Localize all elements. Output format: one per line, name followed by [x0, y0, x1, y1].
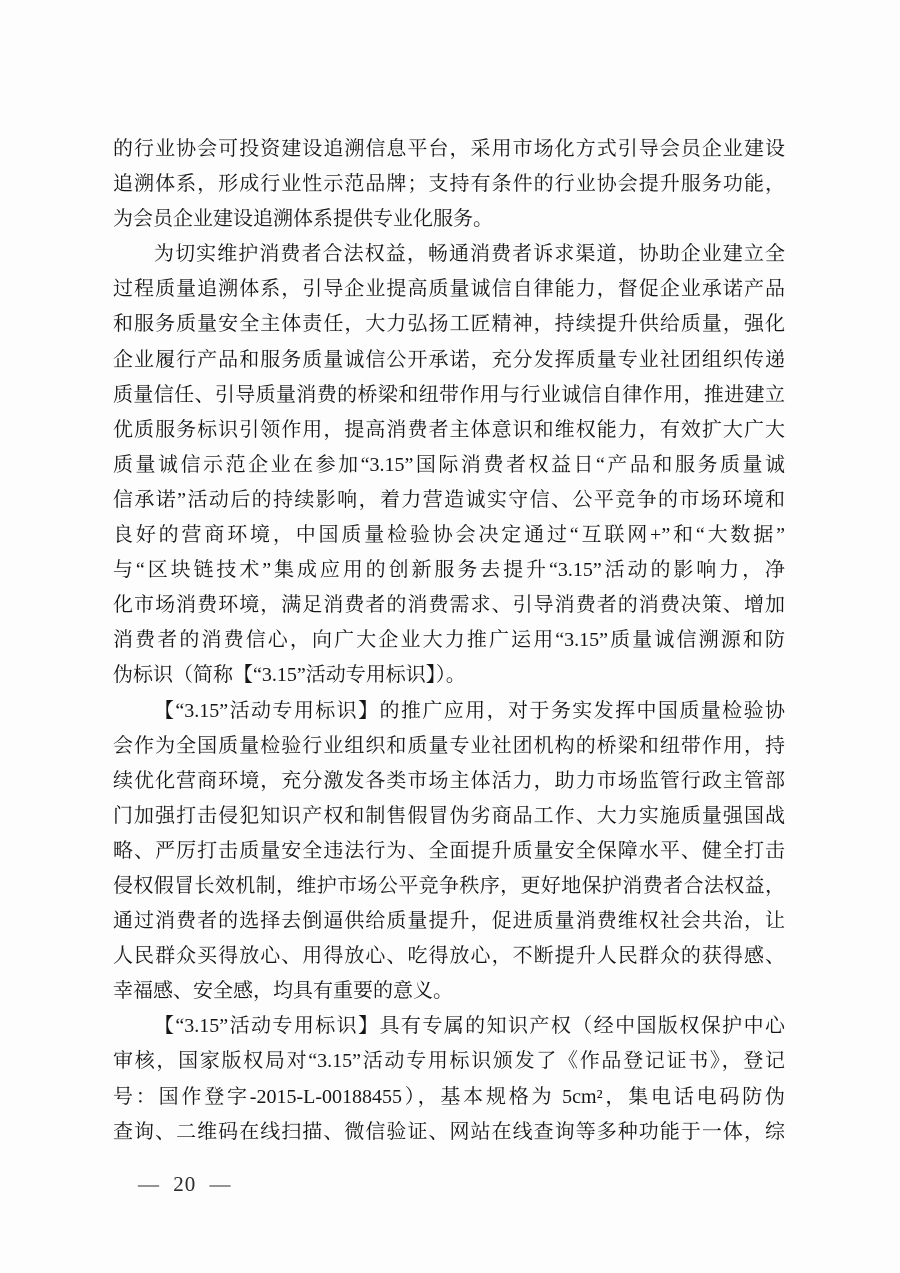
body-line: 号：国作登字-2015-L-00188455），基本规格为 5cm²，集电话电码防伪	[113, 1085, 785, 1108]
body-line: 与“区块链技术”集成应用的创新服务去提升“3.15”活动的影响力，净	[113, 559, 785, 582]
body-line: 【“3.15”活动专用标识】具有专属的知识产权（经中国版权保护中心	[154, 1015, 785, 1038]
body-line: 会作为全国质量检验行业组织和质量专业社团机构的桥梁和纽带作用，持	[113, 734, 785, 757]
body-line: 续优化营商环境，充分激发各类市场主体活力，助力市场监管行政主管部	[113, 769, 785, 792]
body-text	[113, 132, 785, 1150]
body-line: 过程质量追溯体系，引导企业提高质量诚信自律能力，督促企业承诺产品	[113, 278, 785, 301]
body-line: 的行业协会可投资建设追溯信息平台，采用市场化方式引导会员企业建设	[113, 138, 785, 160]
paragraph-3	[113, 694, 785, 1010]
page-number: — 20 —	[138, 1172, 232, 1196]
page-footer	[138, 1170, 232, 1198]
body-line: 审核，国家版权局对“3.15”活动专用标识颁发了《作品登记证书》，登记	[113, 1050, 785, 1073]
body-line: 为切实维护消费者合法权益，畅通消费者诉求渠道，协助企业建立全	[154, 243, 785, 266]
body-line: 查询、二维码在线扫描、微信验证、网站在线查询等多种功能于一体，综	[113, 1120, 785, 1143]
body-line: 幸福感、安全感，均具有重要的意义。	[113, 980, 453, 1003]
body-line: 企业履行产品和服务质量诚信公开承诺，充分发挥质量专业社团组织传递	[113, 348, 785, 371]
paragraph-2	[113, 237, 785, 693]
body-line: 信承诺”活动后的持续影响，着力营造诚实守信、公平竞争的市场环境和	[113, 488, 785, 511]
body-line: 优质服务标识引领作用，提高消费者主体意识和维权能力，有效扩大广大	[113, 418, 785, 441]
body-line: 【“3.15”活动专用标识】的推广应用，对于务实发挥中国质量检验协	[154, 699, 785, 722]
body-line: 和服务质量安全主体责任，大力弘扬工匠精神，持续提升供给质量，强化	[113, 313, 785, 336]
body-line: 侵权假冒长效机制，维护市场公平竞争秩序，更好地保护消费者合法权益，	[113, 874, 785, 897]
body-line: 人民群众买得放心、用得放心、吃得放心，不断提升人民群众的获得感、	[113, 945, 785, 968]
body-line: 为会员企业建设追溯体系提供专业化服务。	[113, 208, 493, 231]
paragraph-1	[113, 132, 785, 237]
body-line: 伪标识（简称【“3.15”活动专用标识】）。	[113, 664, 466, 687]
body-line: 质量诚信示范企业在参加“3.15”国际消费者权益日“产品和服务质量诚	[113, 453, 785, 476]
body-line: 良好的营商环境，中国质量检验协会决定通过“互联网+”和“大数据”	[113, 524, 785, 547]
body-line: 消费者的消费信心，向广大企业大力推广运用“3.15”质量诚信溯源和防	[113, 629, 785, 652]
body-line: 化市场消费环境，满足消费者的消费需求、引导消费者的消费决策、增加	[113, 594, 785, 617]
body-line: 略、严厉打击质量安全违法行为、全面提升质量安全保障水平、健全打击	[113, 839, 785, 862]
body-line: 通过消费者的选择去倒逼供给质量提升，促进质量消费维权社会共治，让	[113, 910, 785, 933]
body-line: 质量信任、引导质量消费的桥梁和纽带作用与行业诚信自律作用，推进建立	[113, 383, 785, 406]
paragraph-4	[113, 1009, 785, 1149]
body-line: 门加强打击侵犯知识产权和制售假冒伪劣商品工作、大力实施质量强国战	[113, 804, 785, 827]
body-line: 追溯体系，形成行业性示范品牌；支持有条件的行业协会提升服务功能，	[113, 173, 785, 196]
